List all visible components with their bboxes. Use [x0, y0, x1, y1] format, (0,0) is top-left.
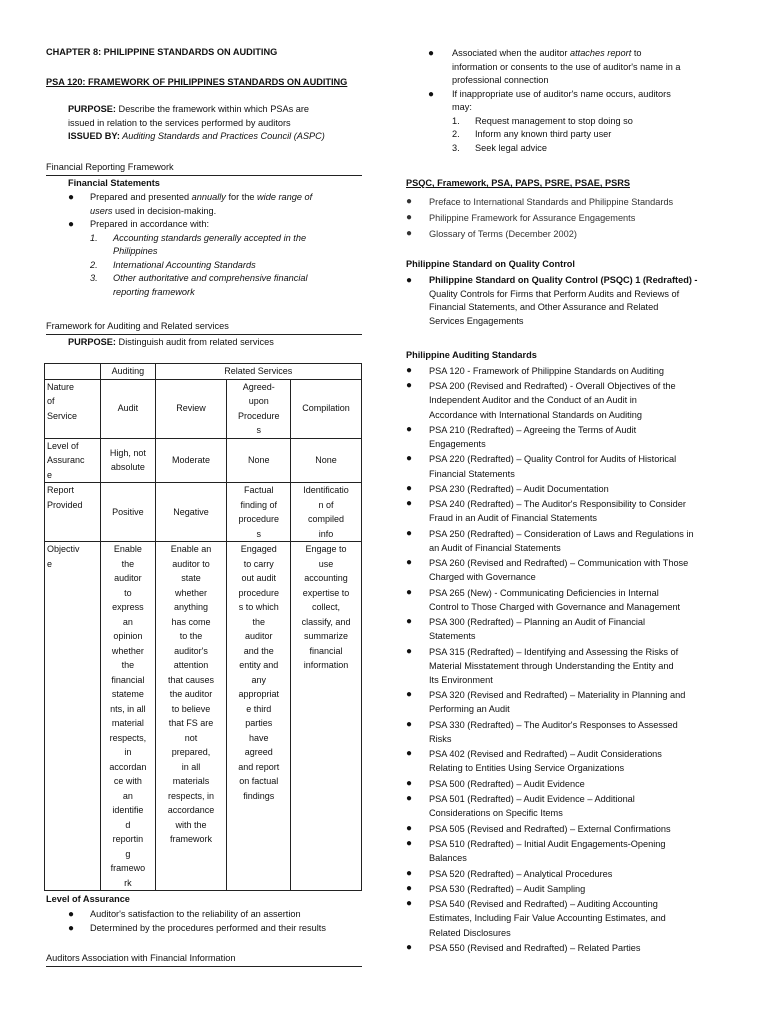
- table-cell: None: [227, 438, 291, 483]
- cell-line: procedure: [238, 587, 280, 598]
- row-label: Report Provided: [45, 483, 101, 542]
- psa-list-item: [406, 688, 751, 716]
- psa-list-item: [406, 482, 751, 496]
- bullet-icon: ●: [406, 212, 413, 223]
- list-text: PSA 220 (Redrafted) – Quality Control for Audits of Historical: [429, 454, 677, 465]
- list-text: Glossary of Terms (December 2002): [429, 229, 577, 239]
- bullet-icon: ●: [406, 557, 413, 569]
- cell-line: financial: [309, 645, 343, 656]
- list-text: Material Misstatement through Understanding the Entity and: [429, 660, 674, 671]
- psa-list-item: [406, 718, 751, 746]
- table-header-related: Related Services: [155, 364, 361, 380]
- fs-b1-text3: used in decision-making.: [112, 205, 217, 216]
- bullet-icon: ●: [406, 645, 413, 657]
- pas-list: [406, 364, 751, 956]
- cell-line: d: [125, 819, 131, 830]
- psa-list-item: [406, 379, 751, 421]
- list-text: PSA 240 (Redrafted) – The Auditor's Responsibility to Consider: [429, 499, 686, 510]
- list-number: 2.: [452, 129, 460, 139]
- list-text: PSA 200 (Revised and Redrafted) - Overall Objectives of the: [429, 381, 676, 392]
- cell-line: Enable an: [170, 544, 212, 554]
- bullet-icon: ●: [428, 48, 435, 59]
- table-cell: None: [291, 438, 362, 483]
- cell-line: state: [181, 573, 201, 583]
- bullet-icon: ●: [406, 527, 413, 539]
- divider: [46, 334, 362, 335]
- list-item: [90, 232, 368, 259]
- row-label: Nature of Service: [45, 379, 101, 438]
- psa-list-item: [406, 792, 751, 820]
- cell-line: the: [121, 558, 135, 569]
- bullet-icon: ●: [406, 689, 413, 701]
- psa-list-item: [406, 364, 751, 378]
- bullet-icon: ●: [428, 88, 435, 100]
- table-cell: High, not absolute: [101, 438, 155, 483]
- list-text: International Accounting Standards: [113, 259, 256, 270]
- list-text: Financial Statements, and Other Assurance and Related: [429, 302, 659, 312]
- services-table: [44, 363, 362, 891]
- psa-list-item: [406, 423, 751, 451]
- list-text: Its Environment: [429, 674, 493, 685]
- bullet-icon: ●: [406, 793, 413, 805]
- cell-line: in all: [181, 761, 201, 772]
- list-text: PSA 500 (Redrafted) – Audit Evidence: [429, 778, 585, 789]
- list-text: Independent Auditor and the Conduct of an Audit in: [429, 395, 637, 406]
- fs-b1-text2: for the: [225, 192, 258, 202]
- cell-line: expertise to: [302, 587, 350, 598]
- cell-line: in: [124, 747, 132, 757]
- bullet-icon: ●: [406, 482, 413, 494]
- cell-line: materials: [172, 776, 210, 786]
- psqc-heading: PSQC, Framework, PSA, PAPS, PSRE, PSAE, PSRS: [406, 178, 630, 188]
- list-item: [406, 194, 746, 210]
- bullet-icon: ●: [406, 228, 413, 239]
- cell-line: classify, and: [301, 616, 351, 627]
- divider: [46, 175, 362, 176]
- list-text: PSA 120 - Framework of Philippine Standards on Auditing: [429, 366, 664, 376]
- bullet-icon: ●: [68, 219, 75, 230]
- cell-line: auditor: [244, 631, 273, 641]
- list-item: [68, 191, 368, 218]
- cell-line: use: [318, 558, 334, 569]
- cell-line: an: [122, 616, 133, 627]
- list-text: PSA 315 (Redrafted) – Identifying and Assessing the Risks of: [429, 646, 679, 657]
- cell-line: identifie: [112, 805, 144, 815]
- list-text: PSA 330 (Redrafted) – The Auditor's Responses to Assessed: [429, 719, 678, 730]
- loa-list: [68, 908, 378, 935]
- row-label: Level of Assuranc e: [45, 438, 101, 483]
- cell-line: an: [122, 790, 133, 801]
- psa-list-item: [406, 747, 751, 775]
- table-cell: Identificatio n of compiled info: [291, 483, 362, 542]
- list-item: [406, 226, 746, 242]
- list-text: Relating to Entities Using Service Organizations: [429, 763, 625, 774]
- psa-list-item: [406, 497, 751, 525]
- table-row: [45, 483, 362, 542]
- psqc-list: [406, 194, 746, 242]
- list-text: Philippine Framework for Assurance Engagements: [429, 213, 636, 223]
- table-row: [45, 379, 362, 438]
- chapter-title: CHAPTER 8: PHILIPPINE STANDARDS ON AUDITING: [46, 47, 278, 57]
- list-text: an Audit of Financial Statements: [429, 542, 561, 553]
- bullet-icon: ●: [406, 196, 413, 207]
- bullet-icon: ●: [406, 365, 413, 376]
- list-item: [406, 274, 746, 328]
- psa-list-item: [406, 941, 751, 955]
- cell-line: that causes: [167, 674, 214, 685]
- table-row: [45, 438, 362, 483]
- bullet-icon: ●: [406, 882, 413, 894]
- cell-line: Enable: [113, 544, 142, 554]
- cell-line: whether: [174, 587, 207, 598]
- cell-line: attention: [173, 660, 209, 670]
- cell-line: g: [125, 848, 131, 859]
- cell-line: auditor's: [174, 645, 208, 656]
- list-text: Seek legal advice: [475, 142, 548, 153]
- purpose-block: [68, 103, 378, 144]
- list-text: Philippines: [113, 246, 158, 256]
- issued-label: ISSUED BY:: [68, 131, 120, 141]
- fs-list: [68, 191, 368, 299]
- list-text: Inform any known third party user: [475, 129, 612, 139]
- list-text: PSA 550 (Revised and Redrafted) – Related Parties: [429, 942, 641, 953]
- cell-line: Engaged: [240, 544, 277, 554]
- cell-line: accordan: [109, 761, 147, 772]
- objective-audit-cell: [101, 542, 155, 891]
- fs-b1-wide: wide range of: [257, 192, 313, 202]
- list-text: Request management to stop doing so: [475, 115, 633, 126]
- cell-line: that FS are: [168, 718, 214, 728]
- list-text: PSA 210 (Redrafted) – Agreeing the Terms of Audit: [429, 424, 637, 435]
- table-cell: Compilation: [291, 379, 362, 438]
- list-item: [68, 218, 368, 232]
- table-cell: Review: [155, 379, 227, 438]
- purpose-label: PURPOSE:: [68, 104, 116, 114]
- assoc-list: [428, 47, 758, 155]
- cell-line: Engage to: [305, 544, 347, 554]
- list-item: [452, 128, 758, 142]
- table-cell: Positive: [101, 483, 155, 542]
- purpose-text-2: issued in relation to the services performed by auditors: [68, 117, 291, 128]
- table-cell: Audit: [101, 379, 155, 438]
- cell-line: whether: [111, 645, 144, 656]
- list-text: Control to Those Charged with Governance and Management: [429, 601, 681, 612]
- psa-list-item: [406, 527, 751, 555]
- psa-list-item: [406, 897, 751, 939]
- psa-list-item: [406, 615, 751, 643]
- bullet-icon: ●: [68, 909, 75, 920]
- list-text: PSA 501 (Redrafted) – Audit Evidence – Additional: [429, 794, 635, 805]
- list-item: [428, 47, 758, 88]
- bullet-icon: ●: [406, 718, 413, 730]
- list-text: professional connection: [452, 75, 549, 85]
- cell-line: parties: [245, 718, 273, 728]
- cell-line: opinion: [113, 631, 143, 641]
- list-number: 1.: [90, 232, 98, 243]
- list-text: PSA 260 (Revised and Redrafted) – Communication with Those: [429, 558, 689, 569]
- cell-line: framework: [169, 834, 212, 844]
- list-text: Charged with Governance: [429, 572, 536, 583]
- list-item: [68, 922, 378, 936]
- cell-line: appropriat: [238, 689, 280, 699]
- bullet-icon: ●: [406, 941, 413, 953]
- psa-list-item: [406, 837, 751, 865]
- list-text: If inappropriate use of auditor's name occurs, auditors: [452, 88, 671, 99]
- list-text: Risks: [429, 733, 452, 744]
- cell-line: to: [124, 587, 132, 598]
- cell-line: and report: [238, 761, 280, 772]
- table-header-row: [45, 364, 362, 380]
- table-cell: Moderate: [155, 438, 227, 483]
- list-text: PSA 265 (New) - Communicating Deficiencies in Internal: [429, 587, 659, 598]
- objective-agreed-cell: [227, 542, 291, 891]
- bullet-icon: ●: [68, 922, 75, 934]
- cell-line: e third: [246, 703, 272, 714]
- bullet-icon: ●: [406, 616, 413, 628]
- far-purpose-label: PURPOSE:: [68, 337, 116, 347]
- list-number: 2.: [90, 259, 98, 270]
- cell-line: prepared,: [171, 747, 211, 757]
- list-text: may:: [452, 102, 472, 112]
- list-text: PSA 402 (Revised and Redrafted) – Audit Considerations: [429, 749, 662, 760]
- bullet-icon: ●: [406, 867, 413, 879]
- list-text: PSA 510 (Redrafted) – Initial Audit Engagements-Opening: [429, 839, 666, 850]
- qc-heading: Philippine Standard on Quality Control: [406, 259, 575, 269]
- cell-line: on factual: [239, 776, 279, 786]
- psa-list-item: [406, 822, 751, 836]
- list-text: PSA 540 (Revised and Redrafted) – Auditing Accounting: [429, 899, 658, 910]
- list-text: Fraud in an Audit of Financial Statements: [429, 513, 598, 524]
- assoc-heading: Auditors Association with Financial Information: [46, 953, 236, 963]
- qc-list: [406, 274, 746, 328]
- list-item: [452, 115, 758, 129]
- table-cell: [45, 364, 101, 380]
- list-text: Philippine Standard on Quality Control (PSQC) 1 (Redrafted) -: [429, 275, 698, 285]
- cell-line: and the: [243, 645, 274, 656]
- bullet-icon: ●: [406, 777, 413, 789]
- cell-line: the auditor: [169, 689, 213, 699]
- cell-line: auditor: [114, 573, 142, 583]
- table-cell: Negative: [155, 483, 227, 542]
- list-text: Quality Controls for Firms that Perform Audits and Reviews of: [429, 288, 680, 299]
- cell-line: out audit: [241, 573, 277, 583]
- list-text: Estimates, Including Fair Value Accounting Estimates, and: [429, 913, 666, 924]
- row-label: Objectiv e: [45, 542, 101, 891]
- list-text: Financial Statements: [429, 468, 515, 479]
- cell-line: any: [251, 674, 266, 685]
- far-heading: Framework for Auditing and Related services: [46, 321, 229, 331]
- list-text: PSA 250 (Redrafted) – Consideration of Laws and Regulations in: [429, 528, 694, 539]
- cell-line: findings: [243, 790, 275, 801]
- cell-line: s to which: [238, 602, 279, 612]
- list-text: reporting framework: [113, 286, 195, 297]
- list-text: PSA 520 (Redrafted) – Analytical Procedures: [429, 868, 613, 879]
- fs-numbered-list: [68, 232, 368, 300]
- psa-list-item: [406, 452, 751, 480]
- list-text: to: [631, 48, 642, 58]
- cell-line: anything: [173, 602, 208, 612]
- list-text: Accounting standards generally accepted in the: [113, 232, 307, 243]
- list-text: Auditor's satisfaction to the reliability of an assertion: [90, 909, 301, 919]
- list-item: [452, 142, 758, 156]
- list-text: PSA 530 (Redrafted) – Audit Sampling: [429, 883, 586, 894]
- psa-list-item: [406, 645, 751, 687]
- bullet-icon: ●: [406, 423, 413, 435]
- list-item: [68, 908, 378, 922]
- cell-line: ce with: [113, 776, 142, 786]
- list-text: PSA 230 (Redrafted) – Audit Documentation: [429, 483, 609, 494]
- divider: [46, 966, 362, 967]
- cell-line: entity and: [239, 660, 279, 670]
- cell-line: has come: [171, 616, 211, 627]
- bullet-icon: ●: [406, 275, 413, 286]
- list-text: Associated when the auditor: [452, 48, 570, 58]
- bullet-icon: ●: [406, 838, 413, 850]
- fs-b1-text: Prepared and presented: [90, 192, 192, 202]
- list-text: Performing an Audit: [429, 704, 510, 715]
- bullet-icon: ●: [406, 822, 413, 834]
- cell-line: collect,: [312, 602, 341, 612]
- cell-line: material: [111, 718, 144, 728]
- cell-line: with the: [175, 819, 207, 830]
- table-cell: Factual finding of procedure s: [227, 483, 291, 542]
- attaches-report-text: attaches report: [569, 48, 632, 58]
- table-row: [45, 542, 362, 891]
- cell-line: stateme: [111, 689, 144, 699]
- list-text: Other authoritative and comprehensive financial: [113, 273, 308, 283]
- objective-compilation-cell: [291, 542, 362, 891]
- cell-line: have: [248, 732, 269, 743]
- loa-heading: Level of Assurance: [46, 894, 130, 904]
- cell-line: express: [112, 602, 144, 612]
- psa-list-item: [406, 586, 751, 614]
- objective-review-cell: [155, 542, 227, 891]
- cell-line: agreed: [244, 747, 273, 757]
- cell-line: rk: [124, 877, 132, 888]
- cell-line: respects, in: [167, 790, 214, 801]
- far-purpose-text: Distinguish audit from related services: [116, 337, 274, 347]
- list-text: Preface to International Standards and Philippine Standards: [429, 197, 674, 207]
- list-text: Services Engagements: [429, 315, 524, 326]
- psa-list-item: [406, 777, 751, 791]
- list-text: information or consents to the use of auditor's name in a: [452, 61, 681, 72]
- frf-heading: Financial Reporting Framework: [46, 162, 174, 172]
- bullet-icon: ●: [406, 898, 413, 910]
- cell-line: to the: [179, 631, 203, 641]
- bullet-icon: ●: [406, 748, 413, 760]
- cell-line: information: [303, 660, 349, 670]
- cell-line: to believe: [171, 703, 211, 714]
- list-text: Balances: [429, 853, 467, 864]
- list-text: Accordance with International Standards on Auditing: [429, 409, 642, 420]
- list-text: Engagements: [429, 439, 486, 450]
- cell-line: accounting: [304, 573, 348, 583]
- cell-line: accordance: [167, 805, 215, 815]
- pas-heading: Philippine Auditing Standards: [406, 350, 537, 360]
- list-text: PSA 320 (Revised and Redrafted) – Materiality in Planning and: [429, 690, 686, 701]
- issued-text: Auditing Standards and Practices Council (ASPC): [119, 131, 325, 141]
- list-text: PSA 300 (Redrafted) – Planning an Audit of Financial: [429, 617, 646, 628]
- table-header-auditing: Auditing: [101, 364, 155, 380]
- assoc-numbered-list: [428, 115, 758, 156]
- cell-line: framewo: [110, 863, 146, 873]
- cell-line: nts, in all: [110, 703, 146, 714]
- bullet-icon: ●: [406, 586, 413, 598]
- list-text: Related Disclosures: [429, 927, 511, 938]
- cell-line: to carry: [243, 558, 274, 569]
- cell-line: respects,: [109, 732, 147, 743]
- list-text: Considerations on Specific Items: [429, 808, 563, 819]
- psa-list-item: [406, 867, 751, 881]
- list-item: [90, 259, 368, 273]
- psa120-title: PSA 120: FRAMEWORK OF PHILIPPINES STANDARDS ON AUDITING: [46, 77, 348, 87]
- bullet-icon: ●: [406, 380, 413, 392]
- fs-b1-users: users: [90, 205, 113, 216]
- cell-line: the: [121, 660, 135, 670]
- purpose-text: Describe the framework within which PSAs are: [116, 104, 310, 114]
- cell-line: auditor to: [172, 558, 210, 569]
- cell-line: reportin: [112, 834, 144, 844]
- cell-line: summarize: [304, 631, 349, 641]
- list-item: [406, 210, 746, 226]
- list-text: PSA 505 (Revised and Redrafted) – External Confirmations: [429, 823, 671, 834]
- psa-list-item: [406, 882, 751, 896]
- table-cell: Agreed- upon Procedure s: [227, 379, 291, 438]
- list-number: 3.: [452, 142, 460, 153]
- list-item: [428, 88, 758, 115]
- cell-line: not: [184, 732, 198, 743]
- fs-b1-annually: annually: [191, 192, 226, 202]
- fs-heading: Financial Statements: [68, 178, 160, 188]
- psa-list-item: [406, 556, 751, 584]
- list-text: Determined by the procedures performed and their results: [90, 922, 326, 933]
- list-text: Statements: [429, 631, 476, 642]
- list-item: [90, 272, 368, 299]
- cell-line: financial: [111, 674, 145, 685]
- fs-b2-text: Prepared in accordance with:: [90, 219, 209, 229]
- list-number: 3.: [90, 273, 98, 283]
- bullet-icon: ●: [406, 498, 413, 510]
- bullet-icon: ●: [68, 192, 75, 203]
- bullet-icon: ●: [406, 453, 413, 465]
- cell-line: the: [252, 616, 265, 627]
- list-number: 1.: [452, 115, 460, 126]
